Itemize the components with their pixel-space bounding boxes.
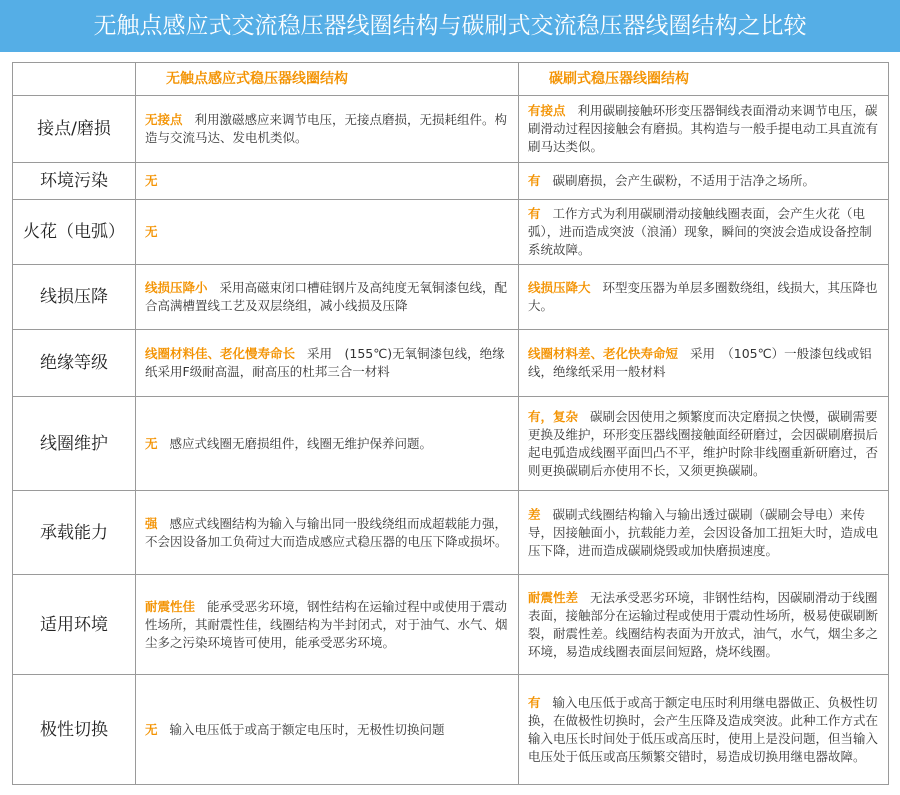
carbon-brush-highlight: 有，复杂 [528,408,579,424]
contactless-highlight: 无 [145,224,158,239]
carbon-brush-text: 无法承受恶劣环境，非钢性结构，因碳刷滑动于线圈表面，接触部分在运输过程或使用于震动性场所，极易使碳刷断裂，耐震性差。线圈结构表面为开放式，油气，水气，烟尘多之环境，易造成线圈表面层间短路，烧坏线圈。 [528,589,879,659]
contactless-highlight: 无 [145,173,158,188]
header-contactless: 无触点感应式稳压器线圈结构 [136,63,519,96]
carbon-brush-highlight: 有接点 [528,103,566,118]
contactless-cell [136,675,519,785]
carbon-brush-cell [519,675,889,785]
row-label: 线损压降 [13,265,136,330]
table-header-row [13,63,889,96]
carbon-brush-highlight: 有 [528,173,541,188]
carbon-brush-cell [519,397,889,491]
carbon-brush-cell [519,163,889,200]
row-label: 承载能力 [13,491,136,575]
contactless-text: 利用激磁感应来调节电压，无接点磨损，无损耗组件。构造与交流马达、发电机类似。 [145,112,508,145]
contactless-highlight: 无接点 [145,112,183,127]
row-label: 极性切换 [13,675,136,785]
contactless-highlight: 无 [145,721,158,737]
carbon-brush-highlight: 有 [528,206,541,221]
carbon-brush-text: 碳刷磨损，会产生碳粉，不适用于洁净之场所。 [552,173,816,188]
table-row [13,200,889,265]
contactless-cell [136,575,519,675]
carbon-brush-text: 碳刷式线圈结构输入与输出透过碳刷（碳刷会导电）来传导，因接触面小，抗载能力差，会因设备加工扭矩大时，造成电压下降，进而造成碳刷烧毁或加快磨损速度。 [528,506,879,558]
contactless-cell [136,491,519,575]
table-row [13,397,889,491]
row-label: 适用环境 [13,575,136,675]
carbon-brush-cell [519,491,889,575]
carbon-brush-highlight: 差 [528,506,541,522]
contactless-text: 采用高磁束闭口槽硅钢片及高纯度无氧铜漆包线，配合高满槽置线工艺及双层绕组，减小线损及压降 [145,280,508,313]
contactless-cell [136,200,519,265]
row-label: 线圈维护 [13,397,136,491]
contactless-text: 感应式线圈无磨损组件，线圈无维护保养问题。 [169,435,433,451]
row-label: 火花（电弧） [13,200,136,265]
carbon-brush-text: 环型变压器为单层多圈数绕组，线损大，其压降也大。 [528,280,878,313]
carbon-brush-highlight: 线圈材料差、老化快寿命短 [528,346,679,361]
contactless-cell [136,163,519,200]
contactless-cell [136,330,519,397]
contactless-highlight: 线损压降小 [145,280,208,295]
table-row [13,491,889,575]
page-title-banner [0,0,900,52]
carbon-brush-cell [519,96,889,163]
table-row [13,330,889,397]
carbon-brush-text: 输入电压低于或高于额定电压时利用继电器做正、负极性切换，在做极性切换时，会产生压降及造成突波。此种工作方式在输入电压长时间处于低压或高压时，使用上是没问题，但当输入电压处于低压或高压频繁交错时，易造成切换用继电器故障。 [528,694,879,764]
page-title: 无触点感应式交流稳压器线圈结构与碳刷式交流稳压器线圈结构之比较 [93,13,807,39]
header-corner [13,63,136,96]
contactless-highlight: 无 [145,435,158,451]
carbon-brush-cell [519,330,889,397]
header-carbon-brush: 碳刷式稳压器线圈结构 [519,63,889,96]
carbon-brush-highlight: 线损压降大 [528,280,591,295]
table-row [13,163,889,200]
contactless-highlight: 耐震性佳 [145,598,196,614]
carbon-brush-text: 碳刷会因使用之频繁度而决定磨损之快慢，碳刷需要更换及维护，环形变压器线圈接触面经研磨过，会因碳刷磨损后起电弧造成线圈平面凹凸不平，维护时除非线圈重新研磨过，否则更换碳刷后亦使用不长，又须更换碳刷。 [528,408,879,478]
contactless-cell [136,96,519,163]
carbon-brush-highlight: 有 [528,694,541,710]
contactless-text: 能承受恶劣环境，钢性结构在运输过程中或使用于震动性场所，其耐震性佳，线圈结构为半封闭式，对于油气、水气、烟尘多之污染环境皆可使用，能承受恶劣环境。 [145,598,508,650]
row-label: 绝缘等级 [13,330,136,397]
contactless-text: 输入电压低于或高于额定电压时，无极性切换问题 [169,721,445,737]
table-row [13,265,889,330]
contactless-highlight: 线圈材料佳、老化慢寿命长 [145,346,296,361]
carbon-brush-highlight: 耐震性差 [528,589,579,605]
contactless-text: 感应式线圈结构为输入与输出同一股线绕组而成超载能力强，不会因设备加工负荷过大而造成感应式稳压器的电压下降或损坏。 [145,515,508,549]
carbon-brush-cell [519,265,889,330]
table-row [13,96,889,163]
carbon-brush-cell [519,200,889,265]
contactless-cell [136,265,519,330]
carbon-brush-cell [519,575,889,675]
table-row [13,675,889,785]
contactless-text: 采用 (155℃)无氧铜漆包线，绝缘纸采用F级耐高温，耐高压的杜邦三合一材料 [145,346,505,379]
carbon-brush-text: 利用碳刷接触环形变压器铜线表面滑动来调节电压，碳刷滑动过程因接触会有磨损。其构造与一般手提电动工具直流有刷马达类似。 [528,103,879,154]
carbon-brush-text: 采用 （105℃）一般漆包线或铝线，绝缘纸采用一般材料 [528,346,872,379]
carbon-brush-text: 工作方式为利用碳刷滑动接触线圈表面，会产生火花（电弧），进而造成突波（浪涌）现象，瞬间的突波会造成设备控制系统故障。 [528,206,872,257]
table-row [13,575,889,675]
row-label: 环境污染 [13,163,136,200]
row-label: 接点/磨损 [13,96,136,163]
contactless-cell [136,397,519,491]
contactless-highlight: 强 [145,515,158,531]
comparison-table [12,62,889,785]
